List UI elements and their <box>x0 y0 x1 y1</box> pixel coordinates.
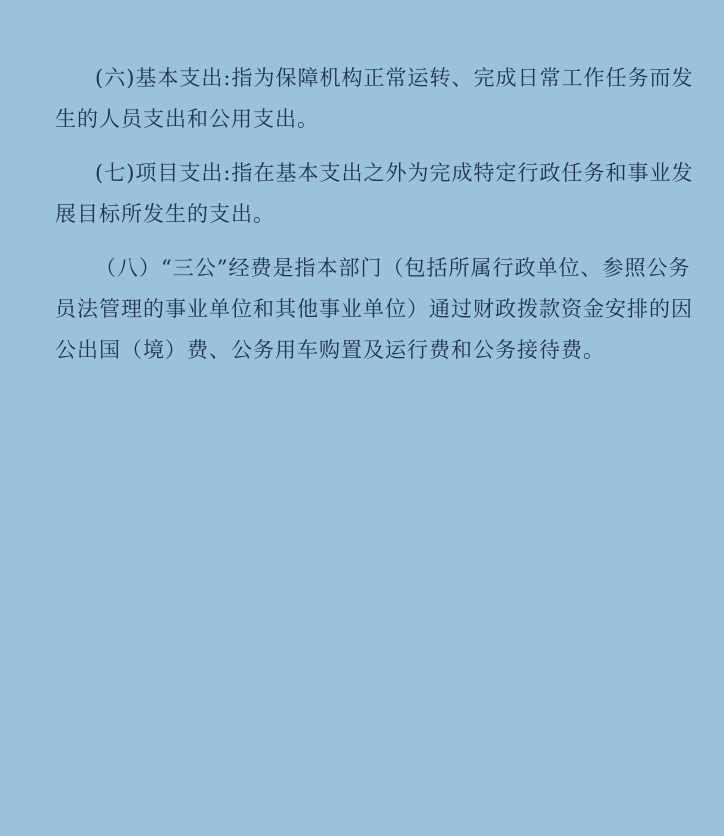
paragraph-basic-expenditure <box>55 58 694 140</box>
paragraph-line: (七)项目支出:指在基本支出之外为完成特定行政任务和事业发 <box>95 161 694 185</box>
paragraph-line: 员法管理的事业单位和其他事业单位）通过财政拨款资金安排的因 <box>55 297 693 321</box>
paragraph-line: 展目标所发生的支出。 <box>55 202 275 226</box>
paragraph-line: 公出国（境）费、公务用车购置及运行费和公务接待费。 <box>55 338 605 362</box>
paragraph-line: （八）“三公”经费是指本部门（包括所属行政单位、参照公务 <box>95 256 691 280</box>
paragraph-three-public-funds <box>55 248 693 371</box>
paragraph-line: 生的人员支出和公用支出。 <box>55 107 319 131</box>
paragraph-project-expenditure <box>55 153 694 235</box>
document-body <box>55 58 694 371</box>
paragraph-line: (六)基本支出:指为保障机构正常运转、完成日常工作任务而发 <box>95 66 694 90</box>
